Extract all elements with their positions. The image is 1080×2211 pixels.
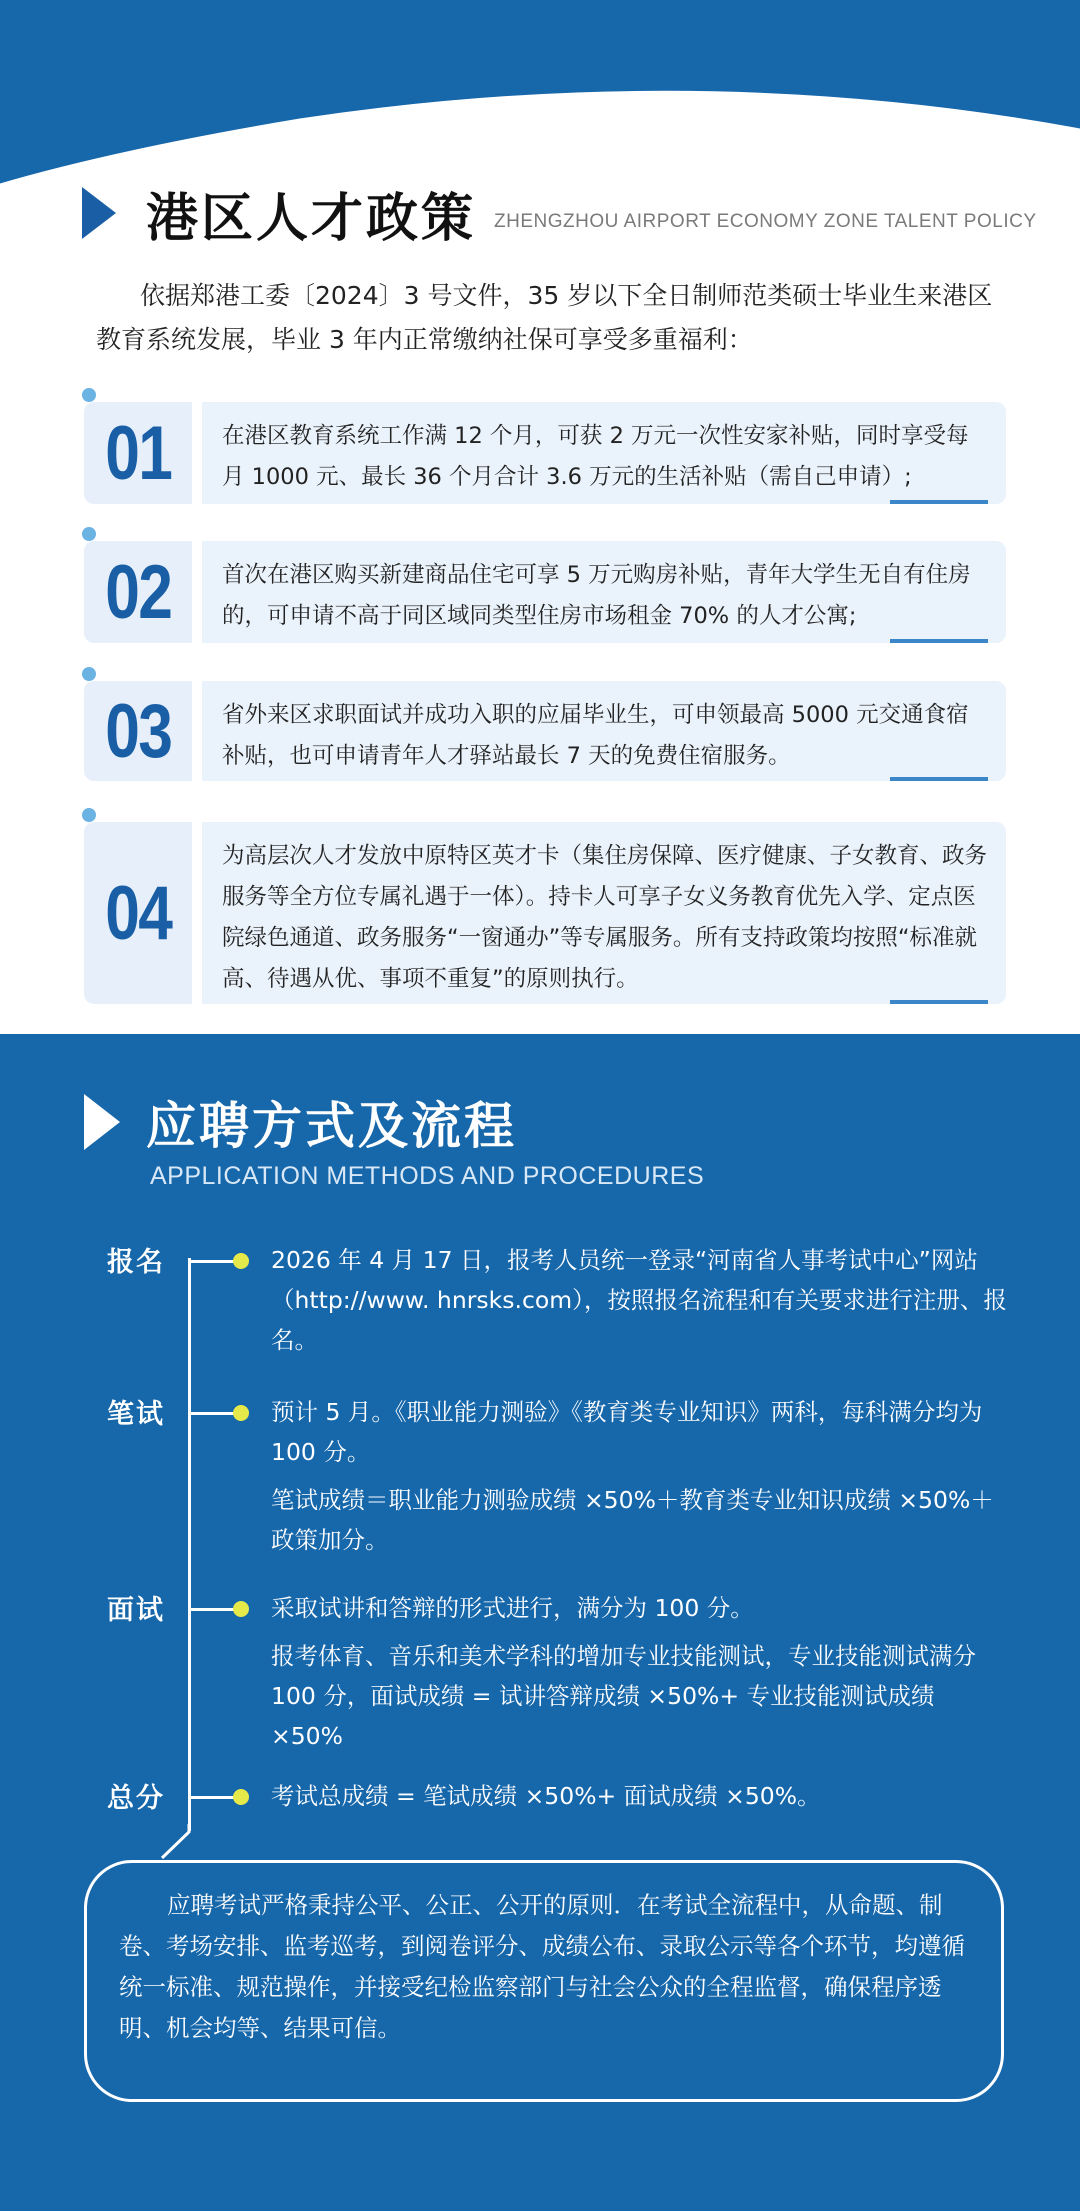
step-label: 总分 — [107, 1783, 165, 1814]
dot-icon — [82, 808, 96, 822]
step-body — [271, 1392, 1011, 1560]
fairness-notice: 应聘考试严格秉持公平、公正、公开的原则．在考试全流程中，从命题、制卷、考场安排、监考巡考，到阅卷评分、成绩公布、录取公示等各个环节，均遵循统一标准、规范操作，并接受纪检监察部门与社会公众的全程监督，确保程序透明、机会均等、结果可信。 — [84, 1860, 1004, 2102]
policy-text: 首次在港区购买新建商品住宅可享 5 万元购房补贴，青年大学生无自有住房的，可申请不高于同区域同类型住房市场租金 70% 的人才公寓; — [222, 562, 971, 629]
policy-number-box — [84, 402, 192, 504]
section2-header — [84, 1086, 517, 1158]
policy-number-box — [84, 541, 192, 643]
step-connector — [188, 1796, 238, 1799]
top-banner — [0, 0, 1080, 200]
step-connector — [188, 1412, 238, 1415]
bullet-dot-icon — [233, 1789, 249, 1805]
play-triangle-icon — [82, 187, 116, 239]
policy-text: 在港区教育系统工作满 12 个月，可获 2 万元一次性安家补贴，同时享受每月 1000 元、最长 36 个月合计 3.6 万元的生活补贴（需自己申请）; — [222, 423, 969, 490]
section2-title: 应聘方式及流程 — [146, 1097, 517, 1155]
section1-title: 港区人才政策 — [146, 188, 477, 249]
step-connector — [188, 1260, 238, 1263]
timeline-connector — [150, 1824, 210, 1864]
step-paragraph: 采取试讲和答辩的形式进行，满分为 100 分。 — [271, 1594, 754, 1622]
policy-text: 为高层次人才发放中原特区英才卡（集住房保障、医疗健康、子女教育、政务服务等全方位专属礼遇于一体）。持卡人可享子女义务教育优先入学、定点医院绿色通道、政务服务“一窗通办”等专属服务。所有支持政策均按照“标准就高、待遇从优、事项不重复”的原则执行。 — [222, 843, 988, 992]
policy-number: 04 — [104, 870, 172, 956]
policy-number: 01 — [104, 410, 172, 496]
step-paragraph: 考试总成绩 = 笔试成绩 ×50%+ 面试成绩 ×50%。 — [271, 1782, 821, 1810]
policy-item-02 — [82, 527, 1006, 643]
dot-icon — [82, 527, 96, 541]
step-body — [271, 1588, 1011, 1756]
policy-number: 02 — [104, 549, 172, 635]
policy-item-03 — [82, 667, 1006, 781]
policy-text-box — [202, 681, 1006, 781]
timeline-line — [188, 1258, 191, 1831]
policy-number: 03 — [104, 688, 172, 774]
policy-text-box — [202, 402, 1006, 504]
policy-number-box — [84, 681, 192, 781]
bullet-dot-icon — [233, 1253, 249, 1269]
policy-text-box — [202, 822, 1006, 1004]
dot-icon — [82, 388, 96, 402]
policy-underline — [890, 639, 988, 643]
step-paragraph: 笔试成绩＝职业能力测验成绩 ×50%＋教育类专业知识成绩 ×50%＋政策加分。 — [271, 1486, 994, 1554]
step-paragraph: 预计 5 月。《职业能力测验》《教育类专业知识》两科，每科满分均为 100 分。 — [271, 1398, 983, 1466]
policy-item-01 — [82, 388, 1006, 504]
section1-intro: 依据郑港工委〔2024〕3 号文件，35 岁以下全日制师范类硕士毕业生来港区教育系统发展，毕业 3 年内正常缴纳社保可享受多重福利： — [96, 281, 993, 354]
step-paragraph: 2026 年 4 月 17 日，报考人员统一登录“河南省人事考试中心”网站（http://www. hnrsks.com），按照报名流程和有关要求进行注册、报名。 — [271, 1246, 1007, 1354]
dot-icon — [82, 667, 96, 681]
step-paragraph: 报考体育、音乐和美术学科的增加专业技能测试，专业技能测试满分 100 分，面试成绩 = 试讲答辩成绩 ×50%+ 专业技能测试成绩 ×50% — [271, 1642, 976, 1750]
step-label: 笔试 — [107, 1399, 165, 1430]
step-connector — [188, 1608, 238, 1611]
bullet-dot-icon — [233, 1405, 249, 1421]
policy-number-box — [84, 822, 192, 1004]
section2-subtitle: APPLICATION METHODS AND PROCEDURES — [150, 1162, 705, 1190]
section1-subtitle: ZHENGZHOU AIRPORT ECONOMY ZONE TALENT POLICY — [494, 211, 1037, 232]
step-label: 报名 — [107, 1247, 165, 1278]
step-body — [271, 1240, 1011, 1360]
step-body — [271, 1776, 1011, 1816]
policy-underline — [890, 1000, 988, 1004]
step-label: 面试 — [107, 1595, 165, 1626]
section2-panel — [0, 1034, 1080, 2211]
policy-underline — [890, 500, 988, 504]
play-triangle-icon — [84, 1094, 120, 1150]
section1-header — [82, 178, 1042, 248]
policy-text: 省外来区求职面试并成功入职的应届毕业生，可申领最高 5000 元交通食宿补贴，也可申请青年人才驿站最长 7 天的免费住宿服务。 — [222, 702, 969, 769]
bullet-dot-icon — [233, 1601, 249, 1617]
top-banner-curve — [0, 0, 1080, 200]
policy-text-box — [202, 541, 1006, 643]
policy-item-04 — [82, 808, 1006, 1004]
policy-underline — [890, 777, 988, 781]
